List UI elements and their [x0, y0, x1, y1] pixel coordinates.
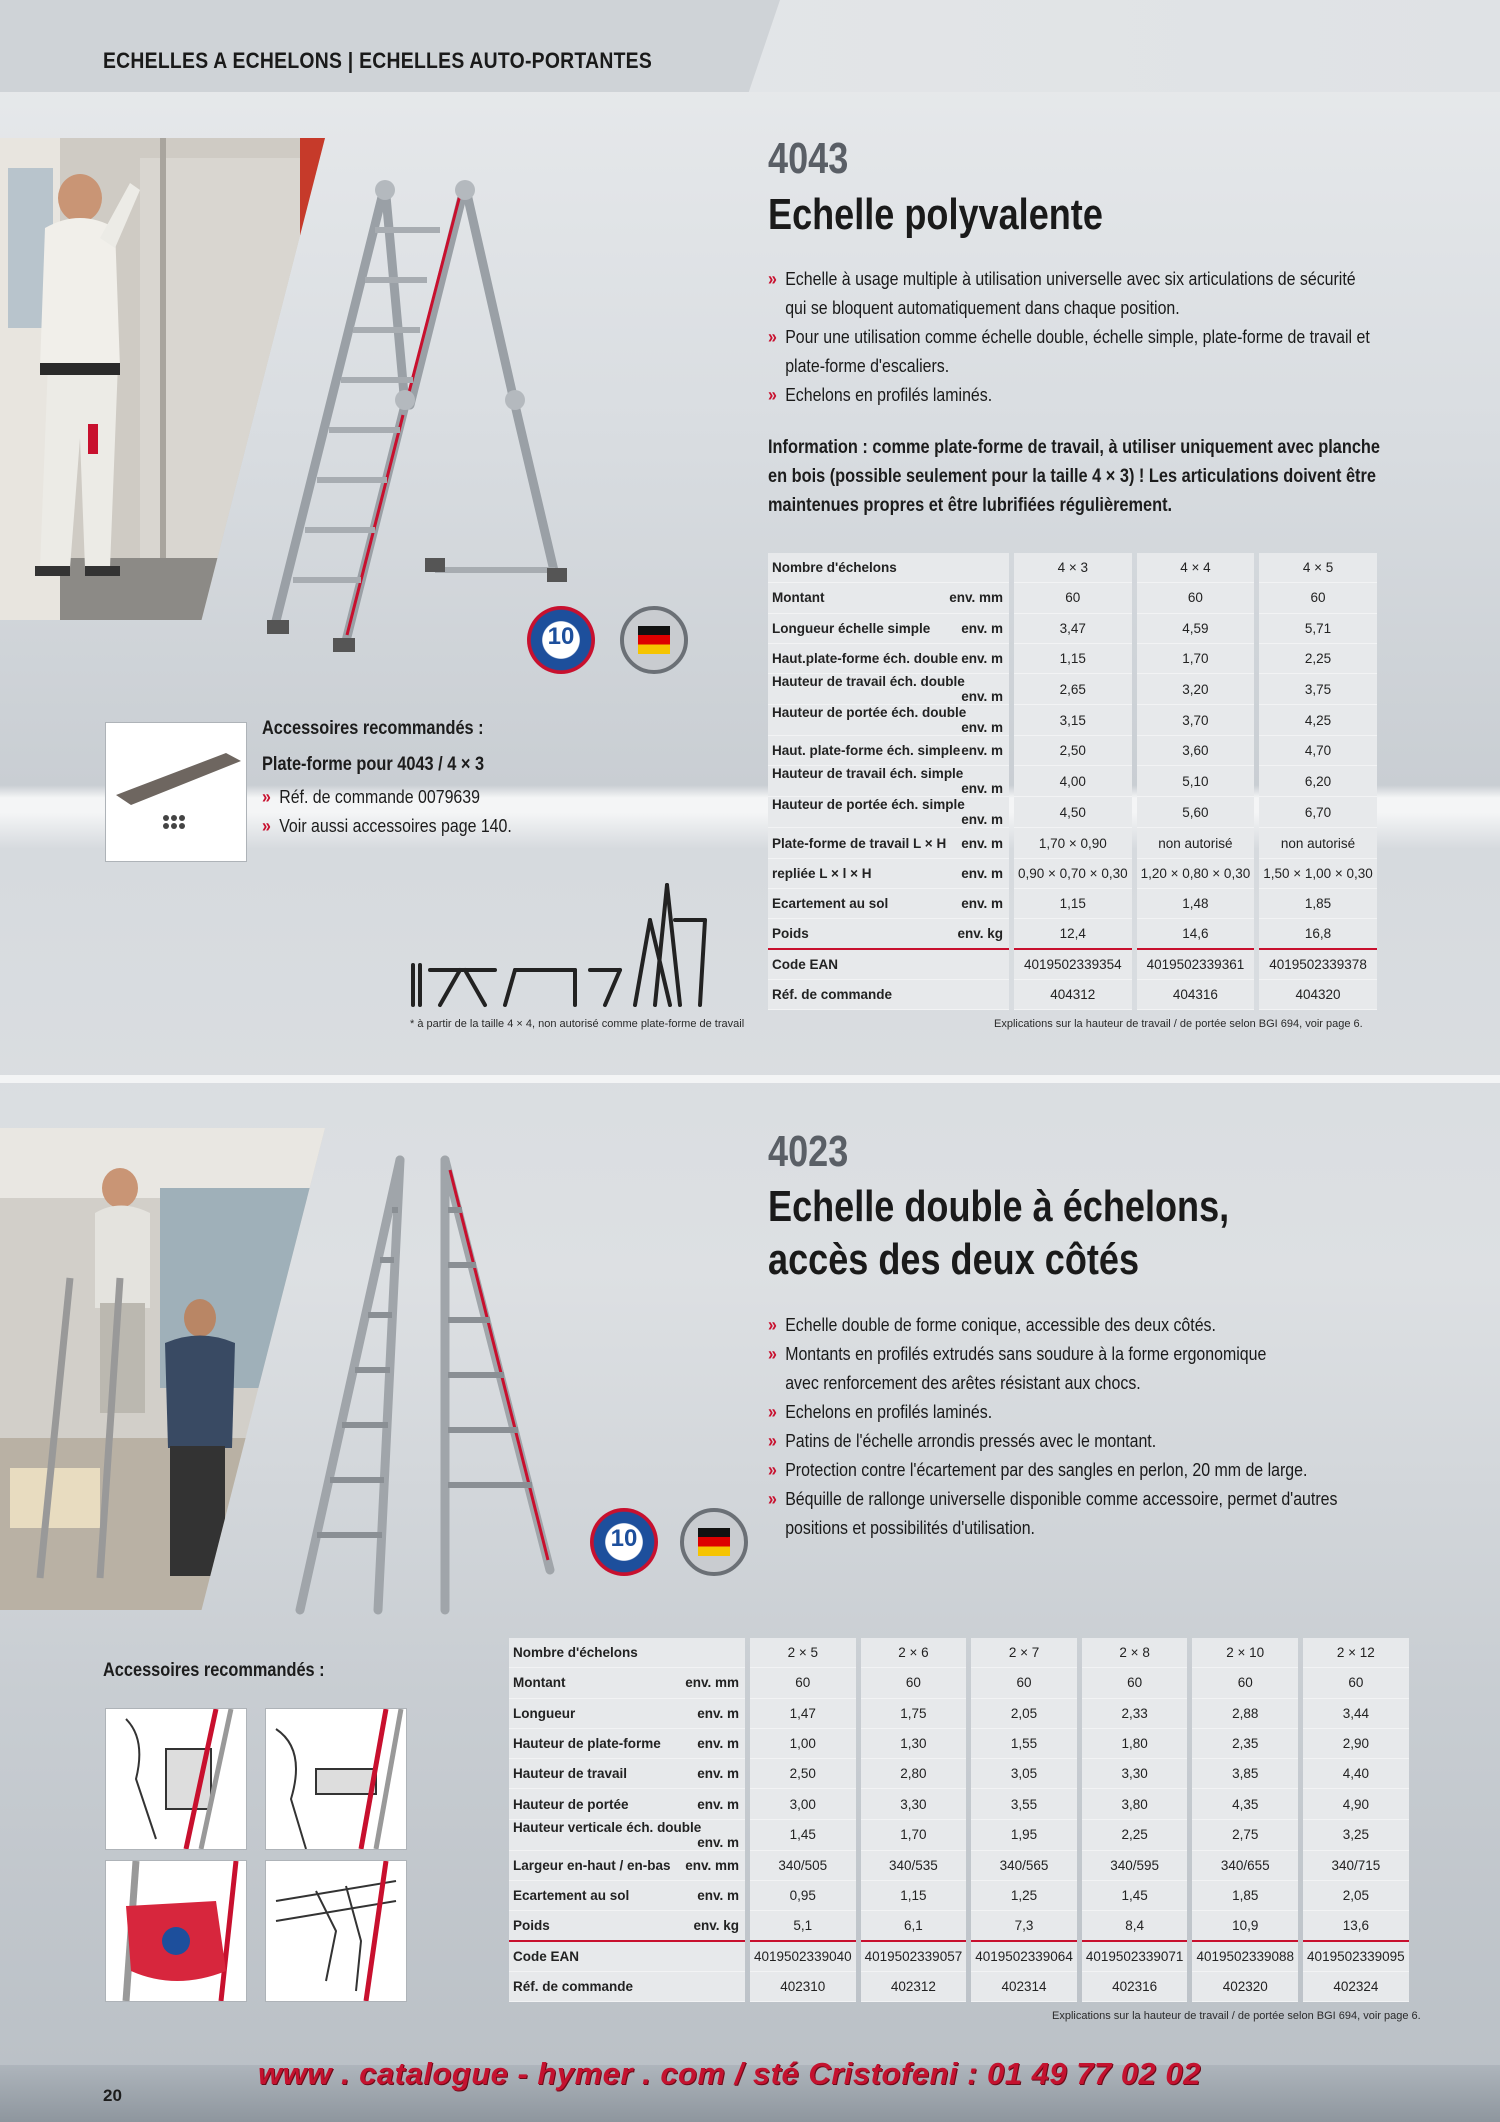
table-cell: 60 — [1303, 1668, 1409, 1698]
row-unit: env. m — [961, 896, 1003, 912]
table-cell: 402314 — [971, 1972, 1077, 2002]
table-cell: 1,95 — [971, 1820, 1077, 1851]
table-cell: 3,30 — [1082, 1759, 1188, 1789]
table-cell: 13,6 — [1303, 1911, 1409, 1941]
table-cell: 1,55 — [971, 1729, 1077, 1759]
table-cell: 6,20 — [1259, 766, 1377, 797]
row-label: Largeur en-haut / en-bas env. mm — [509, 1851, 745, 1881]
table-cell: 5,71 — [1259, 614, 1377, 644]
table-row — [768, 859, 1377, 889]
table-row — [509, 1911, 1409, 1941]
table-cell: 404316 — [1137, 980, 1255, 1010]
table-cell: 1,15 — [1014, 889, 1132, 919]
table-cell: 340/715 — [1303, 1851, 1409, 1881]
table-row — [509, 1668, 1409, 1698]
row-label: Hauteur de plate-forme env. m — [509, 1729, 745, 1759]
table-cell: 7,3 — [971, 1911, 1077, 1941]
row-unit: env. m — [697, 1705, 739, 1721]
table-cell: 60 — [1014, 583, 1132, 613]
warranty-badge — [527, 606, 595, 674]
table-cell: 4019502339361 — [1137, 950, 1255, 980]
row-label: Plate-forme de travail L × H env. m — [768, 828, 1009, 858]
row-label: Hauteur de portée env. m — [509, 1789, 745, 1819]
table-row — [768, 889, 1377, 919]
table-cell: 1,85 — [1192, 1881, 1298, 1911]
table-cell: 4,50 — [1014, 797, 1132, 828]
table-cell: 1,80 — [1082, 1729, 1188, 1759]
table-cell: 60 — [750, 1668, 856, 1698]
table-cell: 402324 — [1303, 1972, 1409, 2002]
table-cell: 4019502339057 — [861, 1942, 967, 1972]
table-cell: 3,30 — [861, 1789, 967, 1819]
table-cell: 2,33 — [1082, 1699, 1188, 1729]
table-cell: 1,75 — [861, 1699, 967, 1729]
table-cell: 3,85 — [1192, 1759, 1298, 1789]
table-cell: 5,60 — [1137, 797, 1255, 828]
row-label: Ecartement au sol env. m — [509, 1881, 745, 1911]
table-row — [509, 1638, 1409, 1668]
product-name-line2: accès des deux côtés — [768, 1235, 1140, 1284]
row-label: Ecartement au sol env. m — [768, 889, 1009, 919]
table-cell: 60 — [1082, 1668, 1188, 1698]
table-row — [768, 766, 1377, 797]
row-unit: env. m — [961, 743, 1003, 759]
product-name: Echelle polyvalente — [768, 190, 1103, 239]
row-label: Réf. de commande — [768, 980, 1009, 1010]
product-information: Information : comme plate-forme de travail, à utiliser uniquement avec planche en bois (possible seulement pour la taille 4 × 3) ! Les articulations doivent être maintenues propres et être lubrifiées régulièrement. — [768, 437, 1380, 516]
feature-item: » Béquille de rallonge universelle disponible comme accessoire, permet d'autres — [768, 1484, 1422, 1513]
row-unit: env. m — [697, 1834, 739, 1850]
table-note: Explications sur la hauteur de travail / de portée selon BGI 694, voir page 6. — [994, 1018, 1363, 1030]
accessory-image-clamp — [265, 1860, 407, 2002]
row-label: Hauteur de travail env. m — [509, 1759, 745, 1789]
table-cell: 404312 — [1014, 980, 1132, 1010]
table-cell: 1,70 — [861, 1820, 967, 1851]
warranty-years: 10 — [610, 1525, 638, 1552]
table-cell: 4,59 — [1137, 614, 1255, 644]
feature-item: » Echelons en profilés laminés. — [768, 380, 1422, 409]
section-title: ECHELLES A ECHELONS | ECHELLES AUTO-PORTANTES — [103, 48, 653, 73]
feature-item: » Echelons en profilés laminés. — [768, 1397, 1422, 1426]
table-cell: 3,80 — [1082, 1789, 1188, 1819]
row-unit: env. kg — [957, 926, 1003, 942]
table-cell: 4,35 — [1192, 1789, 1298, 1819]
table-cell: 402316 — [1082, 1972, 1188, 2002]
table-cell: 3,25 — [1303, 1820, 1409, 1851]
table-cell: 340/655 — [1192, 1851, 1298, 1881]
table-cell: 1,70 — [1137, 644, 1255, 674]
table-cell: 4019502339071 — [1082, 1942, 1188, 1972]
table-cell: 3,60 — [1137, 736, 1255, 766]
table-cell: 1,30 — [861, 1729, 967, 1759]
feature-item-continued: positions et possibilités d'utilisation. — [785, 1517, 1035, 1538]
row-label: Code EAN — [768, 950, 1009, 980]
feature-item: » Patins de l'échelle arrondis pressés avec le montant. — [768, 1426, 1422, 1455]
table-row — [509, 1820, 1409, 1851]
table-cell: 1,25 — [971, 1881, 1077, 1911]
table-cell: 402320 — [1192, 1972, 1298, 2002]
table-cell: 2 × 6 — [861, 1638, 967, 1668]
table-cell: 340/595 — [1082, 1851, 1188, 1881]
accessory-image-hook — [265, 1708, 407, 1850]
table-cell: 2,25 — [1259, 644, 1377, 674]
product-features — [768, 264, 1422, 409]
header-band — [0, 0, 780, 92]
row-unit: env. m — [961, 835, 1003, 851]
table-cell: 1,15 — [861, 1881, 967, 1911]
row-label: Haut.plate-forme éch. double env. m — [768, 644, 1009, 674]
table-cell: 16,8 — [1259, 919, 1377, 949]
table-cell: 4,25 — [1259, 705, 1377, 736]
table-cell: 0,90 × 0,70 × 0,30 — [1014, 859, 1132, 889]
row-label: Réf. de commande — [509, 1972, 745, 2002]
accessory-order-ref: » Réf. de commande 0079639 — [262, 782, 606, 811]
table-cell: 0,95 — [750, 1881, 856, 1911]
table-cell: 6,70 — [1259, 797, 1377, 828]
table-cell: 3,70 — [1137, 705, 1255, 736]
table-cell: 5,10 — [1137, 766, 1255, 797]
table-cell: 1,15 — [1014, 644, 1132, 674]
row-unit: env. m — [961, 812, 1003, 828]
spec-table-4043 — [763, 553, 1382, 1010]
table-cell: 6,1 — [861, 1911, 967, 1941]
row-label: Hauteur verticale éch. double env. m — [509, 1820, 745, 1851]
spec-table-4023 — [504, 1638, 1414, 2002]
table-cell: 404320 — [1259, 980, 1377, 1010]
table-cell: 2,65 — [1014, 674, 1132, 705]
feature-item-continued: qui se bloquent automatiquement dans chaque position. — [785, 297, 1180, 318]
table-cell: 60 — [1259, 583, 1377, 613]
table-note: Explications sur la hauteur de travail / de portée selon BGI 694, voir page 6. — [1052, 2010, 1421, 2022]
row-unit: env. mm — [949, 590, 1003, 606]
row-unit: env. m — [961, 620, 1003, 636]
page-number: 20 — [103, 2086, 122, 2105]
table-cell: 4 × 3 — [1014, 553, 1132, 583]
row-unit: env. m — [961, 651, 1003, 667]
table-cell: 4019502339064 — [971, 1942, 1077, 1972]
table-cell: 3,20 — [1137, 674, 1255, 705]
table-cell: 12,4 — [1014, 919, 1132, 949]
table-cell: 2,80 — [861, 1759, 967, 1789]
table-cell: 2,35 — [1192, 1729, 1298, 1759]
table-cell: 3,47 — [1014, 614, 1132, 644]
table-cell: 2,50 — [1014, 736, 1132, 766]
feature-item: » Protection contre l'écartement par des sangles en perlon, 20 mm de large. — [768, 1455, 1422, 1484]
page-header — [0, 0, 1500, 92]
row-label: Hauteur de travail éch. double env. m — [768, 674, 1009, 705]
table-cell: non autorisé — [1137, 828, 1255, 858]
accessory-details — [262, 782, 606, 840]
table-row — [509, 1759, 1409, 1789]
table-cell: 1,00 — [750, 1729, 856, 1759]
table-cell: 60 — [1137, 583, 1255, 613]
row-unit: env. mm — [685, 1857, 739, 1873]
table-cell: 60 — [861, 1668, 967, 1698]
table-cell: 14,6 — [1137, 919, 1255, 949]
row-unit: env. mm — [685, 1675, 739, 1691]
table-cell: 3,15 — [1014, 705, 1132, 736]
table-cell: 10,9 — [1192, 1911, 1298, 1941]
feature-item: » Echelle à usage multiple à utilisation universelle avec six articulations de sécurité — [768, 264, 1422, 293]
german-flag-icon — [638, 626, 670, 654]
accessory-image-bag — [105, 1860, 247, 2002]
table-row — [768, 583, 1377, 613]
table-cell: 2,90 — [1303, 1729, 1409, 1759]
accessory-platform-image — [105, 722, 247, 862]
table-cell: 1,20 × 0,80 × 0,30 — [1137, 859, 1255, 889]
table-cell: 2 × 7 — [971, 1638, 1077, 1668]
table-cell: 4,40 — [1303, 1759, 1409, 1789]
accessories-title: Accessoires recommandés : — [103, 1660, 325, 1681]
table-row — [768, 674, 1377, 705]
table-cell: 2,50 — [750, 1759, 856, 1789]
warranty-badge — [590, 1508, 658, 1576]
row-unit: env. m — [697, 1736, 739, 1752]
table-cell: 340/505 — [750, 1851, 856, 1881]
row-label: Nombre d'échelons — [768, 553, 1009, 583]
table-row — [509, 1789, 1409, 1819]
table-row — [768, 614, 1377, 644]
table-cell: 4019502339354 — [1014, 950, 1132, 980]
row-label: repliée L × l × H env. m — [768, 859, 1009, 889]
table-cell: 4019502339040 — [750, 1942, 856, 1972]
row-label: Montant env. mm — [509, 1668, 745, 1698]
table-cell: 3,00 — [750, 1789, 856, 1819]
table-cell: 2 × 12 — [1303, 1638, 1409, 1668]
table-cell: 2 × 5 — [750, 1638, 856, 1668]
row-unit: env. m — [961, 781, 1003, 797]
table-cell: 2,25 — [1082, 1820, 1188, 1851]
feature-item: » Montants en profilés extrudés sans soudure à la forme ergonomique — [768, 1339, 1422, 1368]
footnote: * à partir de la taille 4 × 4, non autorisé comme plate-forme de travail — [410, 1018, 745, 1030]
row-unit: env. kg — [693, 1918, 739, 1934]
product-photo-workers — [0, 1128, 325, 1610]
table-cell: 1,48 — [1137, 889, 1255, 919]
table-row — [768, 950, 1377, 980]
row-label: Hauteur de travail éch. simple env. m — [768, 766, 1009, 797]
table-row — [509, 1881, 1409, 1911]
row-label: Longueur échelle simple env. m — [768, 614, 1009, 644]
table-cell: 2 × 10 — [1192, 1638, 1298, 1668]
row-unit: env. m — [961, 720, 1003, 736]
product-features — [768, 1310, 1422, 1542]
german-flag-icon — [698, 1528, 730, 1556]
feature-item-continued: avec renforcement des arêtes résistant aux chocs. — [785, 1372, 1141, 1393]
table-cell: 1,45 — [1082, 1881, 1188, 1911]
ladder-4043-illustration — [255, 170, 595, 670]
feature-item: » Pour une utilisation comme échelle double, échelle simple, plate-forme de travail et — [768, 322, 1422, 351]
table-cell: 1,47 — [750, 1699, 856, 1729]
table-cell: 4019502339095 — [1303, 1942, 1409, 1972]
table-cell: 4 × 4 — [1137, 553, 1255, 583]
feature-item: » Echelle double de forme conique, accessible des deux côtés. — [768, 1310, 1422, 1339]
table-cell: 4,00 — [1014, 766, 1132, 797]
footer-contact-link[interactable]: www . catalogue - hymer . com / sté Cristofeni : 01 49 77 02 02 — [258, 2056, 1201, 2091]
row-label: Montant env. mm — [768, 583, 1009, 613]
table-cell: 4,90 — [1303, 1789, 1409, 1819]
table-cell: 2 × 8 — [1082, 1638, 1188, 1668]
table-row — [768, 553, 1377, 583]
row-label: Poids env. kg — [768, 919, 1009, 949]
table-row — [509, 1699, 1409, 1729]
table-cell: 8,4 — [1082, 1911, 1188, 1941]
made-in-germany-badge — [680, 1508, 748, 1576]
row-label: Poids env. kg — [509, 1911, 745, 1941]
table-cell: 2,05 — [971, 1699, 1077, 1729]
table-cell: 2,75 — [1192, 1820, 1298, 1851]
table-cell: 402312 — [861, 1972, 967, 2002]
table-row — [768, 797, 1377, 828]
row-unit: env. m — [697, 1888, 739, 1904]
table-cell: 340/565 — [971, 1851, 1077, 1881]
table-cell: 402310 — [750, 1972, 856, 2002]
product-number: 4043 — [768, 134, 849, 183]
table-row — [768, 828, 1377, 858]
table-row — [509, 1942, 1409, 1972]
table-row — [768, 980, 1377, 1010]
table-cell: 4,70 — [1259, 736, 1377, 766]
ladder-4023-illustration — [280, 1150, 580, 1630]
product-number: 4023 — [768, 1127, 849, 1176]
row-unit: env. m — [697, 1796, 739, 1812]
table-row — [768, 705, 1377, 736]
row-unit: env. m — [961, 689, 1003, 705]
product-name-line1: Echelle double à échelons, — [768, 1182, 1230, 1231]
warranty-years: 10 — [547, 623, 575, 650]
table-cell: 4 × 5 — [1259, 553, 1377, 583]
table-cell: 2,05 — [1303, 1881, 1409, 1911]
row-label: Longueur env. m — [509, 1699, 745, 1729]
table-cell: 60 — [1192, 1668, 1298, 1698]
table-cell: 1,85 — [1259, 889, 1377, 919]
table-cell: 2,88 — [1192, 1699, 1298, 1729]
section-divider — [0, 1075, 1500, 1083]
ladder-positions-diagram — [405, 880, 725, 1010]
row-label: Code EAN — [509, 1942, 745, 1972]
row-label: Hauteur de portée éch. double env. m — [768, 705, 1009, 736]
table-cell: 4019502339378 — [1259, 950, 1377, 980]
table-cell: 1,70 × 0,90 — [1014, 828, 1132, 858]
made-in-germany-badge — [620, 606, 688, 674]
row-label: Hauteur de portée éch. simple env. m — [768, 797, 1009, 828]
row-label: Haut. plate-forme éch. simple env. m — [768, 736, 1009, 766]
table-cell: 5,1 — [750, 1911, 856, 1941]
row-unit: env. m — [697, 1766, 739, 1782]
table-cell: 4019502339088 — [1192, 1942, 1298, 1972]
table-row — [509, 1729, 1409, 1759]
table-row — [768, 644, 1377, 674]
feature-item-continued: plate-forme d'escaliers. — [785, 355, 950, 376]
table-cell: 3,55 — [971, 1789, 1077, 1819]
row-label: Nombre d'échelons — [509, 1638, 745, 1668]
table-row — [509, 1972, 1409, 2002]
accessories-title: Accessoires recommandés : — [262, 718, 484, 739]
accessory-name: Plate-forme pour 4043 / 4 × 3 — [262, 754, 485, 775]
table-cell: non autorisé — [1259, 828, 1377, 858]
table-cell: 1,45 — [750, 1820, 856, 1851]
accessory-see-also: » Voir aussi accessoires page 140. — [262, 811, 606, 840]
table-row — [768, 919, 1377, 949]
table-row — [768, 736, 1377, 766]
table-cell: 3,05 — [971, 1759, 1077, 1789]
table-row — [509, 1851, 1409, 1881]
accessory-image-tray — [105, 1708, 247, 1850]
table-cell: 340/535 — [861, 1851, 967, 1881]
table-cell: 3,44 — [1303, 1699, 1409, 1729]
table-cell: 60 — [971, 1668, 1077, 1698]
row-unit: env. m — [961, 865, 1003, 881]
table-cell: 1,50 × 1,00 × 0,30 — [1259, 859, 1377, 889]
table-cell: 3,75 — [1259, 674, 1377, 705]
